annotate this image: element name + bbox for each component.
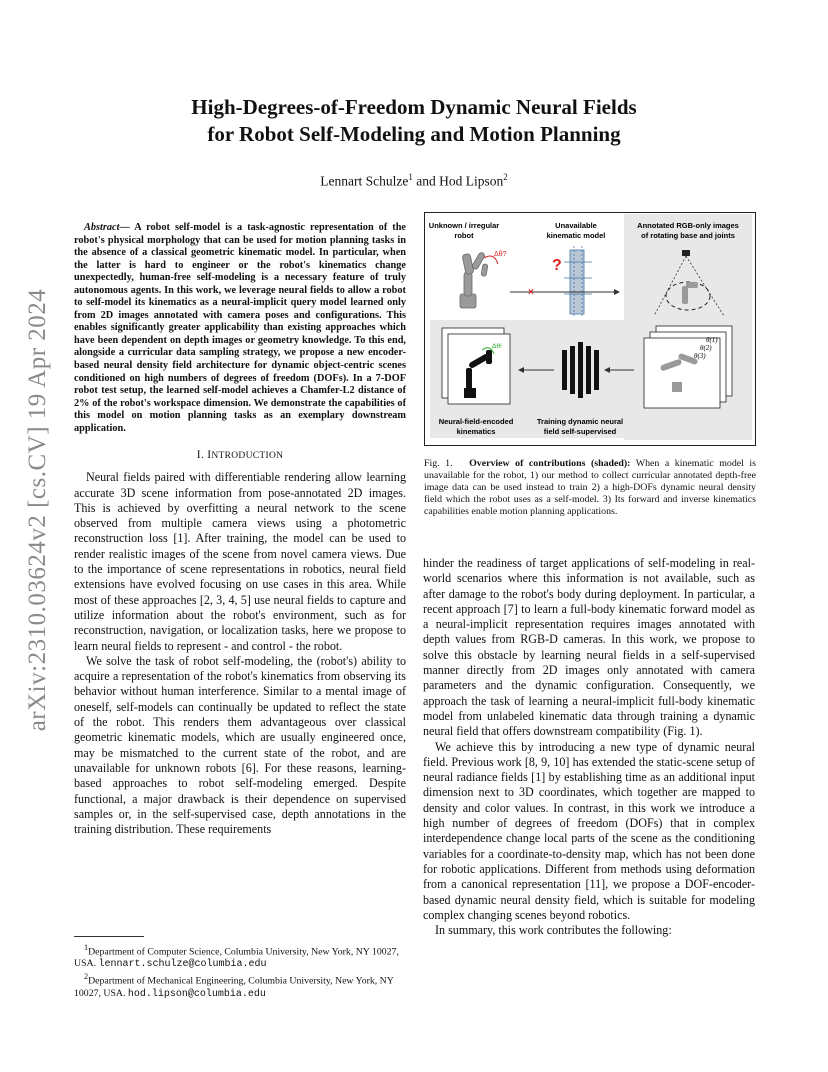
section-initial: I <box>207 449 212 462</box>
label-neural-2: kinematics <box>456 427 496 436</box>
paper-title <box>100 94 728 148</box>
camera-icon <box>682 250 690 256</box>
caption-text: When a kinematic model is unavailable for the robot, 1) our method to collect curricular annotated depth-free image data can be used instead to train 2) a high-DOFs dynamic neural density field which the robot uses as a self-model. 3) Its forward and inverse kinematics capabilities enable motion planning applications. <box>424 458 756 517</box>
abstract <box>74 222 406 435</box>
caption-bold: Overview of contributions (shaded): <box>469 458 631 469</box>
theta-1: θ(1) <box>706 336 718 344</box>
image-stack <box>644 326 732 408</box>
label-unknown: Unknown / irregular <box>428 221 500 230</box>
abstract-label: Abstract <box>84 222 120 233</box>
abstract-text: — A robot self-model is a task-agnostic representation of the robot's physical morphology that can be used for motion planning tasks in the absence of a classical geometric kinematic model. In particular, when the latter is hard to engineer or the robot's kinematics change unexpectedly, human-free self-modeling is a necessary feature of truly autonomous agents. In this work, we leverage neural fields to allow a robot to self-model its kinematics as a neural-implicit query model learned only from 2D images annotated with camera poses and configurations. This enables significantly greater applicability than existing approaches which have been dependent on depth images or geometry knowledge. To this end, alongside a curricular data sampling strategy, we propose a new encoder-based neural density field architecture for dynamic object-centric scenes conditioned on high numbers of degrees of freedom (DOFs). In a 7-DOF robot test setup, the learned self-model achieves a Chamfer-L2 distance of 2% of the robot's workspace dimension. We demonstrate the capabilities of this model on motion planning tasks as an exemplary downstream application. <box>74 222 406 434</box>
left-column <box>74 222 406 837</box>
caption-label: Fig. 1. <box>424 458 453 469</box>
footnote-2-email[interactable]: hod.lipson@columbia.edu <box>127 988 266 1000</box>
title-line-2: for Robot Self-Modeling and Motion Planning <box>207 122 621 146</box>
footnote-1-mark: 1 <box>84 943 89 952</box>
arxiv-identifier: arXiv:2310.03624v2 [cs.CV] 19 Apr 2024 <box>24 288 51 732</box>
label-unavailable-2: kinematic model <box>546 231 606 240</box>
label-training: Training dynamic neural <box>536 417 624 426</box>
label-annotated: Annotated RGB-only images <box>637 221 739 230</box>
delta-theta-red: Δθ? <box>494 251 507 258</box>
right-paragraph-1: hinder the readiness of target applications of self-modeling in real-world scenarios where this information is not available, such as after damage to the robot's body during deployment. In particular, a recent approach [7] to learn a full-body kinematic forward model as a neural-implicit representation requires images annotated with depth values from RGB-D cameras. In this work, we propose to solve this obstacle by learning neural fields in a self-supervised manner directly from 2D images only annotated with camera parameters and the dynamic configuration. Consequently, we approach the task of learning a neural-implicit full-body kinematic model from unlabeled kinematic data through training a dynamic neural field that offers downstream compatibility (Fig. 1). <box>423 556 755 739</box>
author-2-affil: 2 <box>503 172 508 182</box>
footnote-2 <box>74 971 406 1000</box>
footnote-2-mark: 2 <box>84 972 89 982</box>
theta-2: θ(2) <box>700 344 712 352</box>
section-title-rest: NTRODUCTION <box>211 451 284 462</box>
authors <box>100 172 728 190</box>
neural-field-output <box>442 328 510 404</box>
footnote-2-text: Department of Mechanical Engineering, Columbia University, New York, NY 10027, USA. <box>74 975 394 999</box>
footnote-1 <box>74 942 406 971</box>
label-unknown-2: robot <box>454 231 474 240</box>
section-number: I. <box>196 449 208 462</box>
author-1-affil: 1 <box>408 172 413 182</box>
author-1: Lennart Schulze <box>320 173 409 189</box>
intro-paragraph-2: We solve the task of robot self-modeling, the (robot's) ability to acquire a representation of the robot's kinematics from observing its behavior without human interference. Similar to a mental image of oneself, self-models can continually be updated to reflect the state of the robot. This renders them advantageous over classical geometric kinematic models, which are usually engineered once, may be mismatched to the current state of the robot, and are unavailable for unknown robots [6]. For these reasons, learning-based approaches to robot self-modeling emerged. Despite functional, a major drawback is their dependence on supervised samples or, in the self-supervised case, depth annotations in the training distribution. These requirements <box>74 653 406 837</box>
intro-paragraph-1: Neural fields paired with differentiable rendering allow learning accurate 3D scene information from pose-annotated 2D images. This is achieved by overfitting a neural network to the scene observed from multiple camera views using a photometric reconstruction loss [1]. After training, the model can be used to render realistic images of the scene from novel camera views. Due to the importance of scene representations in robotics, neural field extensions have evolved focusing on use cases in this area. While most of these approaches [2, 3, 4, 5] use neural fields to capture and utilize information about the robot's environment, such as for reconstruction, navigation, or localization tasks, here we propose to learn neural fields to represent - and control - the robot. <box>74 470 406 653</box>
title-line-1: High-Degrees-of-Freedom Dynamic Neural Fields <box>191 95 637 119</box>
arxiv-stamp <box>18 250 58 770</box>
footnote-rule <box>74 936 144 937</box>
right-paragraph-3: In summary, this work contributes the following: <box>435 923 672 938</box>
figure-1 <box>424 212 756 446</box>
question-mark: ? <box>552 257 562 274</box>
right-column <box>423 556 755 938</box>
footnote-1-email[interactable]: lennart.schulze@columbia.edu <box>98 959 267 971</box>
figure-1-caption <box>424 458 756 518</box>
section-heading-introduction <box>74 449 406 461</box>
label-training-2: field self-supervised <box>543 427 617 436</box>
footnote-1-text: Department of Computer Science, Columbia University, New York, NY 10027, USA. <box>74 946 399 970</box>
label-annotated-2: of rotating base and joints <box>641 231 735 240</box>
right-paragraph-2: We achieve this by introducing a new type of dynamic neural field. Previous work [8, 9, 10] has extended the static-scene setup of neural radiance fields [1] by establishing time as an additional input dimension next to 3D coordinates, which together are mapped to density and color values. In contrast, in this work we introduce a high number of degrees of freedom (DOFs) that in complex interdependence change local parts of the scene as the conditioning variables for a coordinate-to-density map, which has not been done for robotic applications. Different from methods using deformation from a canonical representation [11], we propose a DOF-encoder-based dynamic neural density field, which is suitable for modeling complex changing scenes beyond robotics. <box>423 739 755 922</box>
footnotes <box>74 942 406 1001</box>
label-neural: Neural-field-encoded <box>438 417 514 426</box>
author-and: and <box>412 173 440 189</box>
label-unavailable: Unavailable <box>555 221 597 230</box>
author-2: Hod Lipson <box>439 173 504 189</box>
theta-3: θ(3) <box>694 352 706 360</box>
figure-1-diagram <box>424 212 756 446</box>
red-cross: × <box>528 287 534 298</box>
delta-theta-green: Δθ! <box>492 343 502 350</box>
